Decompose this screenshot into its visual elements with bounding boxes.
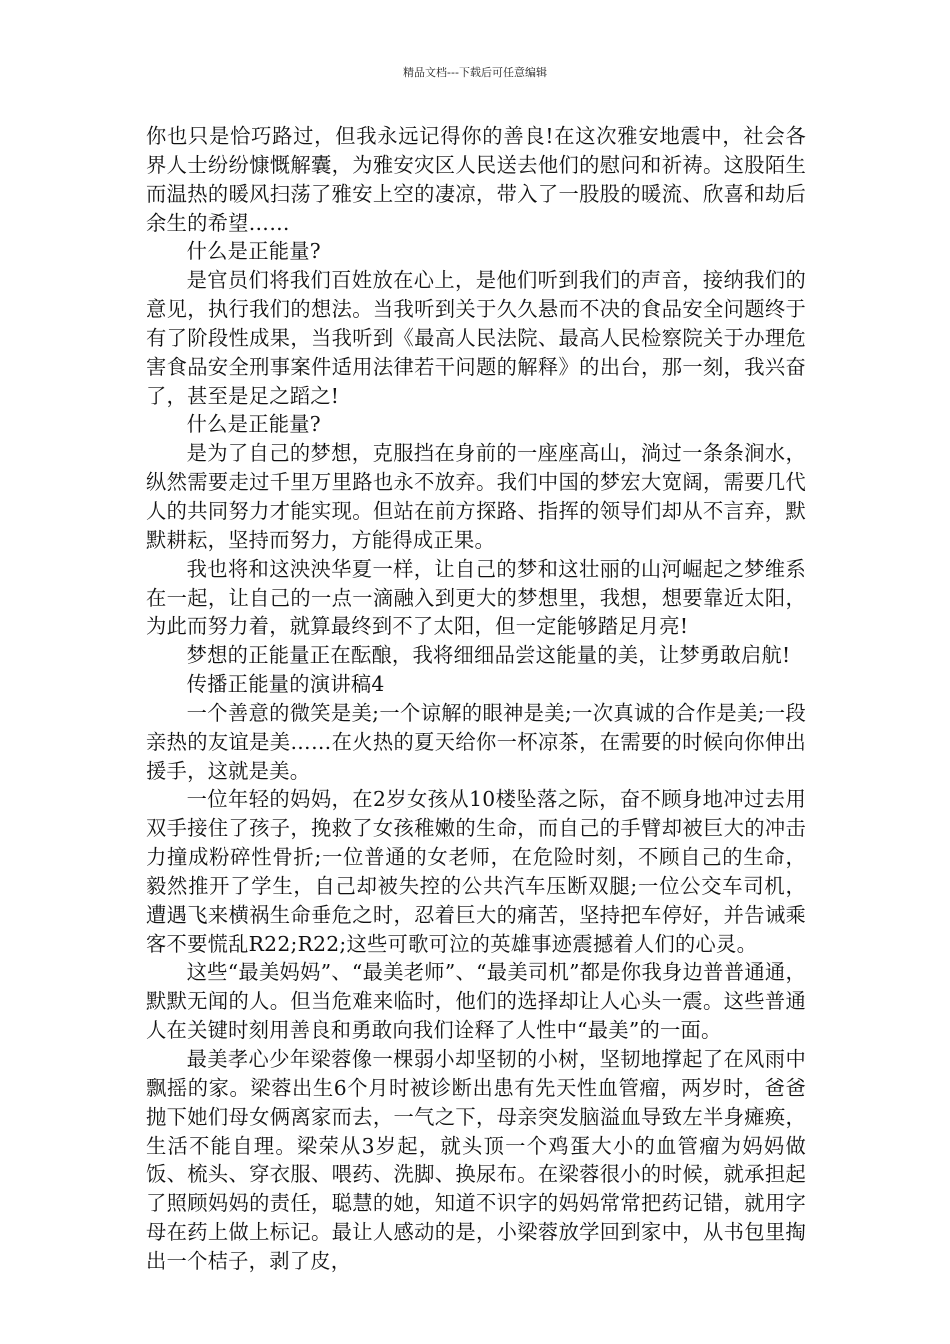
paragraph-7: 梦想的正能量正在酝酿，我将细细品尝这能量的美，让梦勇敢启航! (186, 643, 791, 668)
paragraph-2-question: 什么是正能量? (186, 239, 321, 264)
paragraph-9: 一个善意的微笑是美;一个谅解的眼神是美;一次真诚的合作是美;一段亲热的友谊是美……在火热的夏天给你一杯凉茶，在需要的时候向你伸出援手，这就是美。 (146, 700, 806, 783)
paragraph-12: 最美孝心少年梁蓉像一棵弱小却坚韧的小树，坚韧地撑起了在风雨中飘摇的家。梁蓉出生6个月时被诊断出患有先天性血管瘤，两岁时，爸爸抛下她们母女俩离家而去，一气之下，母亲突发脑溢血导致左半身瘫痪，生活不能自理。梁荣从3岁起，就头顶一个鸡蛋大小的血管瘤为妈妈做饭、梳头、穿衣服、喂药、洗脚、换尿布。在梁蓉很小的时候，就承担起了照顾妈妈的责任，聪慧的她，知道不识字的妈妈常常把药记错，就用字母在药上做上标记。最让人感动的是，小梁蓉放学回到家中，从书包里掏出一个桔子，剥了皮， (146, 1047, 806, 1273)
paragraph-5: 是为了自己的梦想，克服挡在身前的一座座高山，淌过一条条涧水，纵然需要走过千里万里路也永不放弃。我们中国的梦宏大宽阔，需要几代人的共同努力才能实现。但站在前方探路、指挥的领导们却从不言弃，默默耕耘，坚持而努力，方能得成正果。 (146, 441, 806, 552)
section-heading: 传播正能量的演讲稿4 (186, 672, 385, 697)
document-body (146, 122, 806, 1276)
paragraph-3: 是官员们将我们百姓放在心上，是他们听到我们的声音，接纳我们的意见，执行我们的想法。当我听到关于久久悬而不决的食品安全问题终于有了阶段性成果，当我听到《最高人民法院、最高人民检察院关于办理危害食品安全刑事案件适用法律若干问题的解释》的出台，那一刻，我兴奋了，甚至是足之蹈之! (146, 268, 806, 408)
paragraph-11: 这些“最美妈妈”、“最美老师”、“最美司机”都是你我身边普普通通，默默无闻的人。但当危难来临时，他们的选择却让人心头一震。这些普通人在关键时刻用善良和勇敢向我们诠释了人性中“最美”的一面。 (146, 960, 806, 1043)
paragraph-1: 你也只是恰巧路过，但我永远记得你的善良!在这次雅安地震中，社会各界人士纷纷慷慨解囊，为雅安灾区人民送去他们的慰问和祈祷。这股陌生而温热的暖风扫荡了雅安上空的凄凉，带入了一股股的暖流、欣喜和劫后余生的希望…… (146, 124, 806, 235)
paragraph-6: 我也将和这泱泱华夏一样，让自己的梦和这壮丽的山河崛起之梦维系在一起，让自己的一点一滴融入到更大的梦想里，我想，想要靠近太阳，为此而努力着，就算最终到不了太阳，但一定能够踏足月亮! (146, 556, 806, 639)
paragraph-10: 一位年轻的妈妈，在2岁女孩从10楼坠落之际，奋不顾身地冲过去用双手接住了孩子，挽救了女孩稚嫩的生命，而自己的手臂却被巨大的冲击力撞成粉碎性骨折;一位普通的女老师，在危险时刻，不顾自己的生命，毅然推开了学生，自己却被失控的公共汽车压断双腿;一位公交车司机，遭遇飞来横祸生命垂危之时，忍着巨大的痛苦，坚持把车停好，并告诫乘客不要慌乱R22;R22;这些可歌可泣的英雄事迹震撼着人们的心灵。 (146, 787, 806, 956)
paragraph-4-question: 什么是正能量? (186, 412, 321, 437)
page-header: 精品文档---下载后可任意编辑 (403, 66, 547, 79)
